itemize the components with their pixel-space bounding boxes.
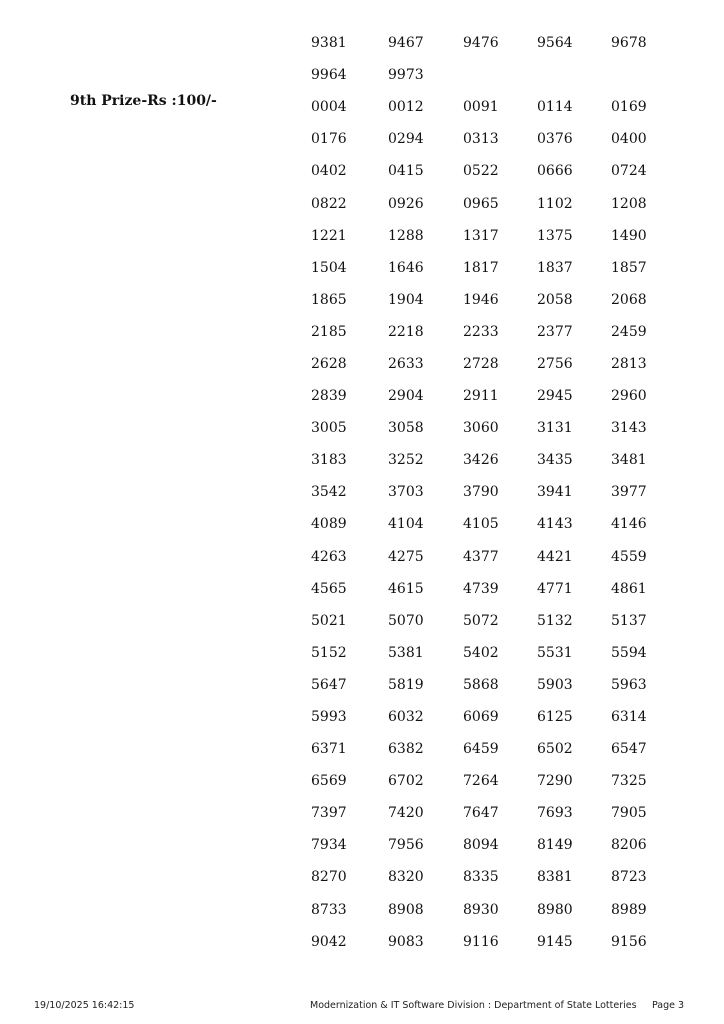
ticket-number: 2185	[311, 323, 347, 340]
ticket-number: 4565	[311, 580, 347, 597]
ticket-number: 8094	[463, 837, 499, 854]
ticket-number: 5132	[537, 612, 573, 629]
ticket-number: 4143	[537, 516, 573, 533]
number-row	[311, 444, 691, 476]
ticket-number: 8270	[311, 869, 347, 886]
ticket-number: 8320	[388, 869, 424, 886]
number-row	[311, 861, 691, 893]
number-row	[311, 605, 691, 637]
ticket-number: 1504	[311, 259, 347, 276]
ticket-number: 2960	[611, 388, 647, 405]
ticket-number: 9964	[311, 67, 347, 84]
ticket-number: 5402	[463, 644, 499, 661]
number-row	[311, 508, 691, 540]
ticket-number: 0822	[311, 195, 347, 212]
ticket-number: 2068	[611, 291, 647, 308]
ticket-number: 2633	[388, 355, 424, 372]
ticket-number: 6569	[311, 773, 347, 790]
ticket-number: 9083	[388, 933, 424, 950]
ticket-number: 2813	[611, 355, 647, 372]
ticket-number: 5993	[311, 709, 347, 726]
ticket-number: 4771	[537, 580, 573, 597]
ticket-number: 0012	[388, 99, 424, 116]
ticket-number: 5819	[388, 676, 424, 693]
ticket-number: 5070	[388, 612, 424, 629]
ticket-number: 6702	[388, 773, 424, 790]
ticket-number: 2233	[463, 323, 499, 340]
ticket-number: 9116	[463, 933, 499, 950]
ticket-number: 2218	[388, 323, 424, 340]
number-row	[311, 476, 691, 508]
number-row	[311, 187, 691, 219]
ticket-number: 8335	[463, 869, 499, 886]
ticket-number: 6125	[537, 709, 573, 726]
ticket-number: 5594	[611, 644, 647, 661]
number-row	[311, 123, 691, 155]
ticket-number: 7956	[388, 837, 424, 854]
ticket-number: 3703	[388, 484, 424, 501]
number-row	[311, 220, 691, 252]
ticket-number: 3542	[311, 484, 347, 501]
ticket-number: 7647	[463, 805, 499, 822]
ticket-number: 0400	[611, 131, 647, 148]
ticket-number: 9678	[611, 35, 647, 52]
ticket-number: 3790	[463, 484, 499, 501]
ticket-number: 9564	[537, 35, 573, 52]
number-row	[311, 797, 691, 829]
ticket-number: 5868	[463, 676, 499, 693]
ticket-number: 5963	[611, 676, 647, 693]
ticket-number: 0926	[388, 195, 424, 212]
ticket-number: 3183	[311, 452, 347, 469]
ticket-number: 2904	[388, 388, 424, 405]
ticket-number: 3058	[388, 420, 424, 437]
ticket-number: 6371	[311, 741, 347, 758]
ticket-number: 1102	[537, 195, 573, 212]
ticket-number: 5021	[311, 612, 347, 629]
number-row	[311, 155, 691, 187]
ticket-number: 8989	[611, 901, 647, 918]
number-row	[311, 733, 691, 765]
number-row	[311, 91, 691, 123]
ticket-number: 4739	[463, 580, 499, 597]
ticket-number: 6502	[537, 741, 573, 758]
number-row	[311, 926, 691, 958]
ticket-number: 0169	[611, 99, 647, 116]
ticket-number: 0666	[537, 163, 573, 180]
ticket-number: 9381	[311, 35, 347, 52]
ticket-number: 7905	[611, 805, 647, 822]
ticket-number: 7420	[388, 805, 424, 822]
ticket-number: 3060	[463, 420, 499, 437]
ticket-number: 2911	[463, 388, 499, 405]
ticket-number: 9156	[611, 933, 647, 950]
ticket-number: 1646	[388, 259, 424, 276]
ticket-number: 9467	[388, 35, 424, 52]
ticket-number: 8980	[537, 901, 573, 918]
ticket-number: 1865	[311, 291, 347, 308]
ticket-number: 8206	[611, 837, 647, 854]
number-row	[311, 669, 691, 701]
ticket-number: 3977	[611, 484, 647, 501]
ticket-number: 7693	[537, 805, 573, 822]
number-row	[311, 252, 691, 284]
ticket-number: 4615	[388, 580, 424, 597]
footer-page-number: Page 3	[652, 1000, 685, 1011]
ticket-number: 2945	[537, 388, 573, 405]
number-row	[311, 27, 691, 59]
ticket-number: 5531	[537, 644, 573, 661]
ticket-number: 4421	[537, 548, 573, 565]
ticket-number: 3481	[611, 452, 647, 469]
ticket-number: 4104	[388, 516, 424, 533]
ticket-number: 0402	[311, 163, 347, 180]
ticket-number: 2628	[311, 355, 347, 372]
ticket-number: 0724	[611, 163, 647, 180]
ticket-number: 3426	[463, 452, 499, 469]
ticket-number: 1375	[537, 227, 573, 244]
ticket-number: 4559	[611, 548, 647, 565]
ticket-number: 2058	[537, 291, 573, 308]
number-row	[311, 765, 691, 797]
ticket-number: 3131	[537, 420, 573, 437]
ticket-number: 0294	[388, 131, 424, 148]
ticket-number: 1837	[537, 259, 573, 276]
ticket-number: 3941	[537, 484, 573, 501]
ticket-number: 8381	[537, 869, 573, 886]
number-row	[311, 541, 691, 573]
ticket-number: 5072	[463, 612, 499, 629]
ticket-number: 6382	[388, 741, 424, 758]
number-row	[311, 829, 691, 861]
ticket-number: 9476	[463, 35, 499, 52]
ticket-number: 0376	[537, 131, 573, 148]
ticket-number: 5381	[388, 644, 424, 661]
ticket-number: 0522	[463, 163, 499, 180]
ticket-number: 4089	[311, 516, 347, 533]
ticket-number: 8723	[611, 869, 647, 886]
ticket-number: 4275	[388, 548, 424, 565]
ticket-number: 4146	[611, 516, 647, 533]
ticket-number: 7290	[537, 773, 573, 790]
ticket-number: 3252	[388, 452, 424, 469]
ticket-number: 4105	[463, 516, 499, 533]
ticket-number: 0176	[311, 131, 347, 148]
ticket-number: 2459	[611, 323, 647, 340]
number-row	[311, 637, 691, 669]
prize-label: 9th Prize-Rs :100/-	[70, 93, 217, 109]
ticket-number: 5152	[311, 644, 347, 661]
number-row	[311, 380, 691, 412]
ticket-number: 4263	[311, 548, 347, 565]
ticket-number: 0415	[388, 163, 424, 180]
ticket-number: 1208	[611, 195, 647, 212]
ticket-number: 1221	[311, 227, 347, 244]
ticket-number: 1857	[611, 259, 647, 276]
ticket-number: 7325	[611, 773, 647, 790]
ticket-number: 3435	[537, 452, 573, 469]
ticket-number: 5647	[311, 676, 347, 693]
ticket-number: 2839	[311, 388, 347, 405]
number-row	[311, 316, 691, 348]
ticket-number: 3005	[311, 420, 347, 437]
ticket-number: 0004	[311, 99, 347, 116]
ticket-number: 8149	[537, 837, 573, 854]
ticket-number: 1817	[463, 259, 499, 276]
ticket-number: 0965	[463, 195, 499, 212]
ticket-number: 9042	[311, 933, 347, 950]
ticket-number: 0114	[537, 99, 573, 116]
ticket-number: 6459	[463, 741, 499, 758]
ticket-number: 8908	[388, 901, 424, 918]
ticket-number: 2756	[537, 355, 573, 372]
ticket-number: 1946	[463, 291, 499, 308]
ticket-number: 9145	[537, 933, 573, 950]
ticket-number: 9973	[388, 67, 424, 84]
ticket-number: 7934	[311, 837, 347, 854]
ticket-number: 2377	[537, 323, 573, 340]
footer-division: Modernization & IT Software Division : Department of State Lotteries	[310, 1000, 637, 1011]
ticket-number: 7264	[463, 773, 499, 790]
ticket-number: 1317	[463, 227, 499, 244]
ticket-number: 0313	[463, 131, 499, 148]
ticket-number: 1288	[388, 227, 424, 244]
ticket-number: 5903	[537, 676, 573, 693]
number-row	[311, 894, 691, 926]
number-row	[311, 348, 691, 380]
ticket-number: 6032	[388, 709, 424, 726]
ticket-number: 7397	[311, 805, 347, 822]
ticket-number: 2728	[463, 355, 499, 372]
winning-numbers-grid	[311, 27, 691, 958]
ticket-number: 8733	[311, 901, 347, 918]
footer-timestamp: 19/10/2025 16:42:15	[34, 1000, 135, 1011]
ticket-number: 8930	[463, 901, 499, 918]
number-row	[311, 284, 691, 316]
number-row	[311, 701, 691, 733]
ticket-number: 6314	[611, 709, 647, 726]
ticket-number: 5137	[611, 612, 647, 629]
number-row	[311, 412, 691, 444]
ticket-number: 0091	[463, 99, 499, 116]
number-row	[311, 573, 691, 605]
ticket-number: 4377	[463, 548, 499, 565]
ticket-number: 1904	[388, 291, 424, 308]
ticket-number: 1490	[611, 227, 647, 244]
ticket-number: 3143	[611, 420, 647, 437]
ticket-number: 6069	[463, 709, 499, 726]
number-row	[311, 59, 691, 91]
ticket-number: 4861	[611, 580, 647, 597]
ticket-number: 6547	[611, 741, 647, 758]
